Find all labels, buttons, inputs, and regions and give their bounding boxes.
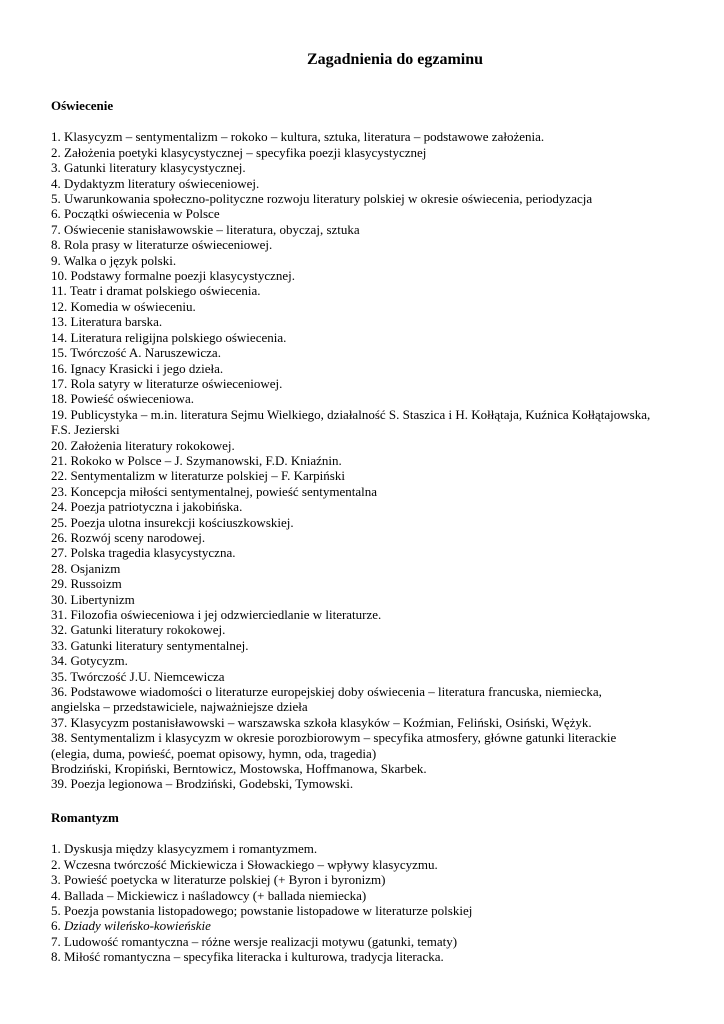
document-page — [51, 50, 691, 965]
list-item: 8. Miłość romantyczna – specyfika literacka i kulturowa, tradycja literacka. — [51, 949, 444, 965]
list-item: 5. Poezja powstania listopadowego; powstanie listopadowe w literaturze polskiej — [51, 902, 473, 918]
list-item: 34. Gotycyzm. — [51, 653, 128, 669]
list-item: 16. Ignacy Krasicki i jego dzieła. — [51, 360, 224, 376]
list-item: 33. Gatunki literatury sentymentalnej. — [51, 637, 249, 653]
list-item: 2. Założenia poetyki klasycystycznej – specyfika poezji klasycystycznej — [51, 144, 427, 160]
list-item: 6. Początki oświecenia w Polsce — [51, 206, 220, 222]
list-item: 36. Podstawowe wiadomości o literaturze europejskiej doby oświecenia – literatura francuska, niemiecka, — [51, 684, 602, 700]
list-item: 4. Ballada – Mickiewicz i naśladowcy (+ ballada niemiecka) — [51, 887, 367, 903]
list-item-continuation: (elegia, duma, powieść, poemat opisowy, hymn, oda, tragedia) — [51, 745, 377, 761]
list-item: 2. Wczesna twórczość Mickiewicza i Słowackiego – wpływy klasycyzmu. — [51, 856, 438, 872]
list-item: 26. Rozwój sceny narodowej. — [51, 529, 206, 545]
list-item: 30. Libertynizm — [51, 591, 135, 607]
section-oswiecenie — [51, 98, 691, 792]
list-item: 20. Założenia literatury rokokowej. — [51, 437, 235, 453]
list-item: 9. Walka o język polski. — [51, 252, 177, 268]
list-item: 31. Filozofia oświeceniowa i jej odzwierciedlanie w literaturze. — [51, 607, 382, 622]
list-item: 15. Twórczość A. Naruszewicza. — [51, 345, 221, 361]
list-item: 38. Sentymentalizm i klasycyzm w okresie porozbiorowym – specyfika atmosfery, główne gatunki literackie — [51, 730, 617, 746]
list-item: 8. Rola prasy w literaturze oświeceniowej. — [51, 237, 273, 253]
list-item: 18. Powieść oświeceniowa. — [51, 391, 194, 407]
list-item: 7. Oświecenie stanisławowskie – literatura, obyczaj, sztuka — [51, 221, 360, 237]
list-item: 12. Komedia w oświeceniu. — [51, 298, 196, 314]
list-item: 23. Koncepcja miłości sentymentalnej, powieść sentymentalna — [51, 483, 377, 499]
list-item: 29. Russoizm — [51, 576, 122, 592]
list-item: 1. Klasycyzm – sentymentalizm – rokoko – kultura, sztuka, literatura – podstawowe założenia. — [51, 129, 545, 145]
list-item: 10. Podstawy formalne poezji klasycystycznej. — [51, 268, 296, 284]
list-item: 22. Sentymentalizm w literaturze polskiej – F. Karpiński — [51, 468, 345, 484]
list-item: 13. Literatura barska. — [51, 314, 163, 330]
list-item: 35. Twórczość J.U. Niemcewicza — [51, 668, 225, 684]
list-item: 5. Uwarunkowania społeczno-polityczne rozwoju literatury polskiej w okresie oświecenia, periodyzacja — [51, 191, 593, 207]
list-item: 4. Dydaktyzm literatury oświeceniowej. — [51, 175, 260, 191]
list-item: 37. Klasycyzm postanisławowski – warszawska szkoła klasyków – Koźmian, Feliński, Osiński, Wężyk. — [51, 714, 592, 730]
list-item: 14. Literatura religijna polskiego oświecenia. — [51, 329, 287, 345]
topic-list-oswiecenie — [51, 129, 691, 791]
list-item-number: 6. — [51, 918, 64, 934]
list-item: 21. Rokoko w Polsce – J. Szymanowski, F.D. Kniaźnin. — [51, 452, 342, 468]
list-item — [51, 918, 691, 933]
section-heading-oswiecenie: Oświecenie — [51, 98, 114, 113]
list-item-italic-title: Dziady wileńsko-kowieńskie — [64, 918, 211, 934]
list-item: 24. Poezja patriotyczna i jakobińska. — [51, 499, 243, 515]
list-item-continuation: F.S. Jezierski — [51, 422, 120, 438]
list-item: 17. Rola satyry w literaturze oświeceniowej. — [51, 375, 283, 391]
list-item: 11. Teatr i dramat polskiego oświecenia. — [51, 283, 261, 299]
list-item: 1. Dyskusja między klasycyzmem i romantyzmem. — [51, 841, 318, 857]
list-item: 32. Gatunki literatury rokokowej. — [51, 622, 226, 638]
list-item: 3. Powieść poetycka w literaturze polskiej (+ Byron i byronizm) — [51, 872, 386, 888]
list-item: 39. Poezja legionowa – Brodziński, Godebski, Tymowski. — [51, 776, 354, 792]
list-item: 3. Gatunki literatury klasycystycznej. — [51, 160, 246, 176]
page-title: Zagadnienia do egzaminu — [306, 51, 484, 68]
list-item-continuation: Brodziński, Kropiński, Berntowicz, Mostowska, Hoffmanowa, Skarbek. — [51, 761, 427, 777]
section-romantyzm — [51, 810, 691, 965]
list-item-continuation: angielska – przedstawiciele, najważniejsze dzieła — [51, 699, 308, 715]
section-heading-romantyzm: Romantyzm — [51, 809, 119, 825]
list-item: 7. Ludowość romantyczna – różne wersje realizacji motywu (gatunki, tematy) — [51, 933, 458, 949]
list-item: 27. Polska tragedia klasycystyczna. — [51, 545, 236, 561]
list-item: 25. Poezja ulotna insurekcji kościuszkowskiej. — [51, 514, 294, 530]
list-item: 19. Publicystyka – m.in. literatura Sejmu Wielkiego, działalność S. Staszica i H. Kołłątaja, Kuźnica Kołłątajowska, — [51, 406, 651, 422]
topic-list-romantyzm — [51, 841, 691, 964]
list-item: 28. Osjanizm — [51, 560, 121, 576]
